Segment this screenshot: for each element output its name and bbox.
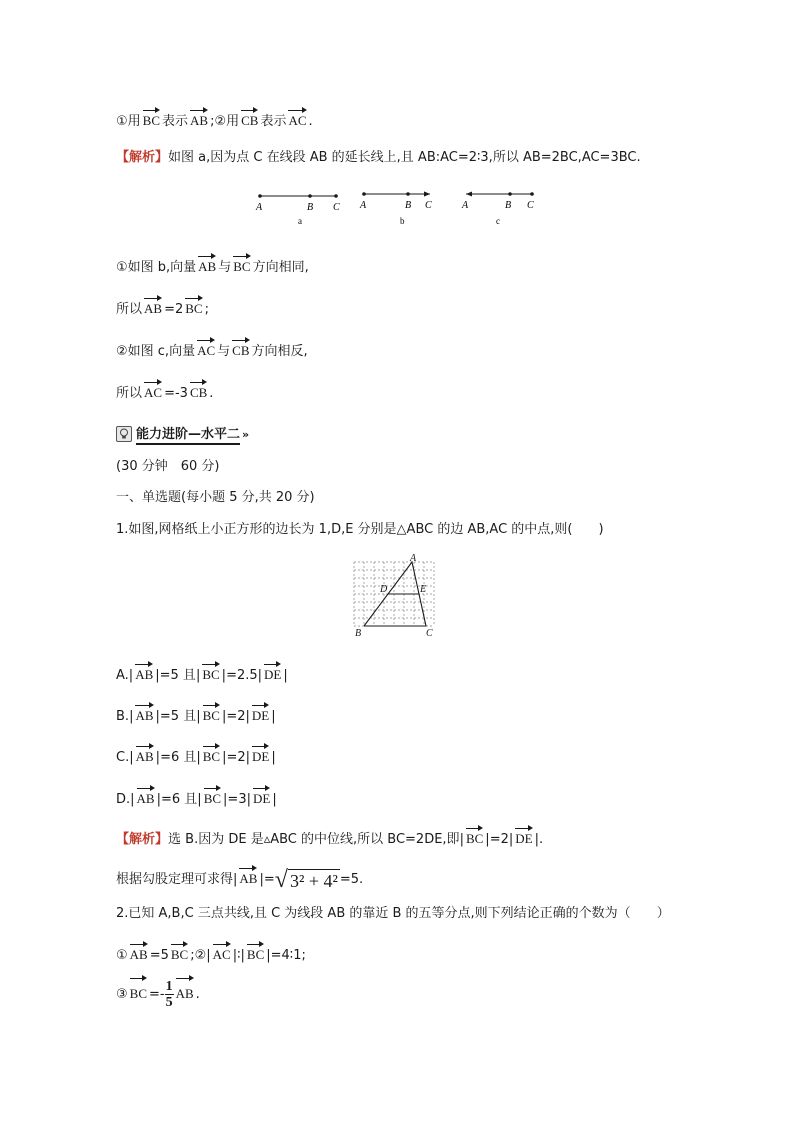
point-label: A (256, 202, 263, 213)
point-label-b: B (355, 628, 362, 639)
numerator: 1 (165, 979, 173, 994)
text: =5. (339, 872, 364, 887)
vector-cb: CB (241, 108, 258, 131)
vector: BC (171, 942, 188, 965)
pythagoras-line: 根据勾股定理可求得| AB |= √ 3² + 4² =5. (116, 866, 364, 893)
solution-step-1 (116, 254, 309, 278)
text: 所以 (116, 302, 143, 317)
section-header (116, 423, 249, 445)
point-label: B (307, 202, 314, 213)
vector: CB (190, 380, 207, 403)
question-2-claims-1-2: ① AB =5 BC ;②| AC |∶| BC |=4∶1; (116, 942, 306, 966)
vector: AB (137, 786, 155, 809)
vector-ab: AB (190, 108, 208, 131)
text: 所以 (116, 386, 143, 401)
vector: AC (144, 380, 162, 403)
part-heading: 一、单选题(每小题 5 分,共 20 分) (116, 490, 315, 505)
vector: AB (135, 662, 153, 685)
vector: BC (466, 826, 483, 849)
vector: AB (239, 866, 257, 889)
point-label-d: D (380, 584, 388, 595)
text: ②如图 c,向量 (116, 344, 196, 359)
vector: AB (144, 296, 162, 319)
text: =2 (489, 832, 509, 847)
vector-bc: BC (143, 108, 160, 131)
text: =2 (226, 750, 246, 765)
vector: BC (203, 703, 220, 726)
solution-0 (116, 148, 641, 168)
text: 表示 (162, 114, 189, 129)
point-label-e: E (420, 584, 427, 595)
time-info: (30 分钟 60 分) (116, 459, 220, 474)
text: 根据勾股定理可求得 (116, 872, 234, 887)
text: = (263, 872, 275, 887)
vector: DE (252, 744, 269, 767)
text: =- (149, 987, 165, 1002)
option-letter: A. (116, 668, 129, 683)
option-letter: D. (116, 792, 131, 807)
segment-figure-c (461, 192, 534, 227)
text: =-3 (164, 386, 188, 401)
text: ①用 (116, 114, 141, 129)
text: =5 且 (159, 668, 196, 683)
text: =6 且 (161, 792, 198, 807)
q0-line (116, 108, 313, 132)
vector: BC (233, 254, 250, 277)
segment-figure-a (255, 194, 340, 226)
text: =5 且 (159, 709, 197, 724)
vector: AB (198, 254, 216, 277)
text: =2 (164, 302, 184, 317)
radicand: 3² + 4² (289, 870, 338, 891)
vector: DE (252, 703, 269, 726)
figure-caption: b (400, 216, 405, 226)
text: ; (204, 302, 209, 317)
text: 与 (218, 260, 232, 275)
text: =6 且 (160, 750, 197, 765)
option-b: B.| AB |=5 且| BC |=2| DE | (116, 703, 276, 727)
text: =2 (226, 709, 246, 724)
solution-step-4 (116, 380, 213, 404)
text: ①如图 b,向量 (116, 260, 197, 275)
point-label-a: A (410, 553, 417, 564)
text: 方向相反, (251, 344, 308, 359)
solution-step-3 (116, 338, 308, 362)
text: 方向相同, (252, 260, 309, 275)
option-c: C.| AB |=6 且| BC |=2| DE | (116, 744, 276, 768)
vector: BC (247, 942, 264, 965)
point-label: A (462, 200, 469, 211)
vector: BC (204, 786, 221, 809)
vector-ac: AC (288, 108, 306, 131)
vector: AB (176, 976, 194, 1009)
text: . (209, 386, 214, 401)
text: 表示 (260, 114, 287, 129)
question-1-stem: 1.如图,网格纸上小正方形的边长为 1,D,E 分别是△ABC 的边 AB,AC 的中点,则( ) (116, 522, 604, 537)
text: ∶ (237, 948, 241, 963)
point-label: B (505, 200, 512, 211)
solution-text: 如图 a,因为点 C 在线段 AB 的延长线上,且 AB:AC=2∶3,所以 AB=2BC,AC=3BC. (168, 150, 641, 165)
vector: AB (136, 744, 154, 767)
segment-figure-b (359, 192, 432, 227)
option-a: A.| AB |=5 且| BC |=2.5| DE | (116, 662, 288, 686)
vector: BC (130, 976, 147, 1009)
solution-tag: 【解析】 (116, 150, 169, 165)
option-letter: C. (116, 750, 130, 765)
text: ;② (190, 948, 207, 963)
text: . (538, 832, 544, 847)
vector: AC (197, 338, 215, 361)
point-label: C (527, 200, 534, 211)
text: ;②用 (210, 114, 240, 129)
solution-tag: 【解析】 (116, 832, 169, 847)
point-label: C (333, 202, 340, 213)
vector: DE (253, 786, 270, 809)
question-1-solution: 【解析】选 B.因为 DE 是▵ABC 的中位线,所以 BC=2DE,即| BC |=2| DE |. (116, 826, 543, 850)
figure-caption: c (496, 216, 500, 226)
vector: BC (185, 296, 202, 319)
vector: BC (203, 744, 220, 767)
vector: AB (135, 703, 153, 726)
radical-sign: √ (274, 866, 288, 893)
vector: DE (264, 662, 281, 685)
solution-step-2 (116, 296, 209, 320)
point-label-c: C (426, 628, 433, 639)
text: =3 (227, 792, 247, 807)
question-2-claim-3 (116, 976, 200, 1010)
option-letter: B. (116, 709, 130, 724)
option-d: D.| AB |=6 且| BC |=3| DE | (116, 786, 277, 810)
square-root (275, 868, 340, 892)
denominator: 5 (165, 995, 173, 1010)
text: =4∶1; (270, 948, 306, 963)
figure-caption: a (298, 216, 302, 226)
text: ③ (116, 987, 128, 1002)
text: . (195, 987, 200, 1002)
grid-triangle-figure (346, 552, 442, 642)
lightbulb-icon (116, 426, 132, 442)
point-label: C (425, 200, 432, 211)
text: =2.5 (226, 668, 258, 683)
vector: BC (202, 662, 219, 685)
text: 与 (217, 344, 231, 359)
text: . (308, 114, 313, 129)
text: ① (116, 948, 128, 963)
point-label: A (360, 200, 367, 211)
triangle (364, 562, 426, 626)
vector: DE (515, 826, 532, 849)
question-2-stem: 2.已知 A,B,C 三点共线,且 C 为线段 AB 的靠近 B 的五等分点,则下列结论正确的个数为（ ） (116, 906, 670, 921)
fraction (165, 979, 174, 1010)
vector: AC (213, 942, 231, 965)
vector: AB (130, 942, 148, 965)
solution-text: 选 B.因为 DE 是▵ABC 的中位线,所以 BC=2DE,即 (168, 832, 460, 847)
text: =5 (149, 948, 169, 963)
point-label: B (405, 200, 412, 211)
double-chevron-icon: » (242, 427, 250, 441)
section-title: 能力进阶—水平二 (136, 423, 240, 445)
segment-figures (250, 188, 550, 228)
vector: CB (232, 338, 249, 361)
